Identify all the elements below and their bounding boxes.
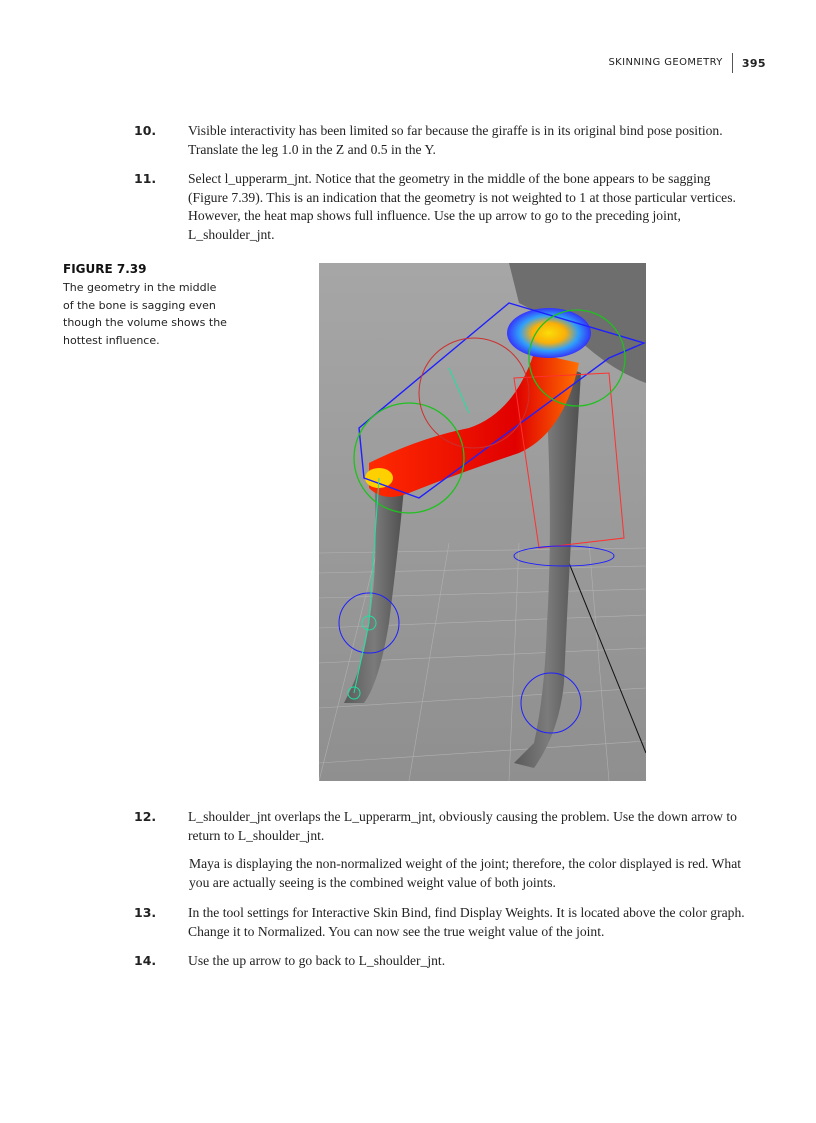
- step-text: L_shoulder_jnt overlaps the L_upperarm_jnt, obviously causing the problem. Use the down arrow to return to L_shoulder_jnt.: [188, 809, 737, 843]
- step-13: [134, 904, 748, 941]
- running-head-section: SKINNING GEOMETRY: [608, 53, 732, 73]
- step-number: 12.: [134, 809, 157, 824]
- step-14: [134, 952, 748, 971]
- running-head: [608, 53, 766, 73]
- step-number: 13.: [134, 905, 157, 920]
- step-11: [134, 170, 748, 244]
- note-paragraph: Maya is displaying the non-normalized weight of the joint; therefore, the color displayed is red. What you are actually seeing is the combined weight value of both joints.: [189, 856, 742, 890]
- step-12: [134, 808, 748, 845]
- step-10: [134, 122, 748, 159]
- page-number: 395: [741, 56, 766, 70]
- figure-caption-text: The geometry in the middle of the bone is sagging even though the volume shows the hottest influence.: [63, 281, 227, 347]
- step-text: In the tool settings for Interactive Skin Bind, find Display Weights. It is located above the color graph. Change it to Normalized. You can now see the true weight value of the joint.: [188, 905, 745, 939]
- step-text: Select l_upperarm_jnt. Notice that the geometry in the middle of the bone appears to be sagging (Figure 7.39). This is an indication that the geometry is not weighted to 1 at those particular vertices. However, the heat map shows full influence. Use the up arrow to go to the preceding joint, L_shoulder_jnt.: [188, 171, 736, 242]
- step-number: 14.: [134, 953, 157, 968]
- figure-label: FIGURE 7.39: [63, 262, 147, 276]
- step-number: 11.: [134, 171, 157, 186]
- viewport-render: [319, 263, 646, 781]
- step-text: Visible interactivity has been limited so far because the giraffe is in its original bind pose position. Translate the leg 1.0 in the Z and 0.5 in the Y.: [188, 123, 723, 157]
- figure-caption: [63, 262, 233, 349]
- figure-7-39-image: [319, 263, 646, 781]
- step-text: Use the up arrow to go back to L_shoulder_jnt.: [188, 953, 446, 968]
- step-number: 10.: [134, 123, 157, 138]
